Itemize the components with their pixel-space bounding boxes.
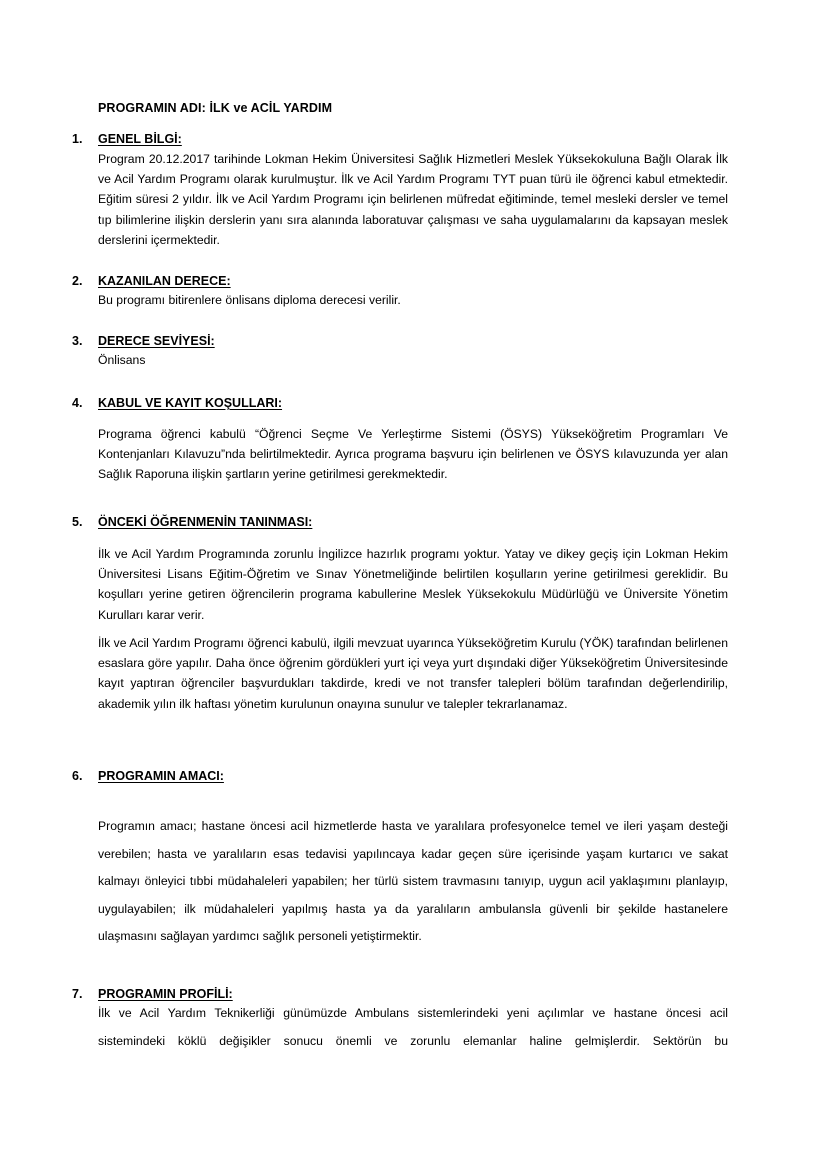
section-number: 5.: [72, 515, 83, 529]
section-paragraph: Bu programı bitirenlere önlisans diploma derecesi verilir.: [98, 293, 401, 307]
section-paragraph: İlk ve Acil Yardım Teknikerliği günümüzde Ambulans sistemlerindeki yeni açılımlar ve hastane öncesi acil sistemindeki köklü değişikler sonucu önemli ve zorunlu elemanlar haline gelmişlerdir. Sektörün bu: [98, 1006, 728, 1048]
section-heading-programin-profili: PROGRAMIN PROFİLİ:: [98, 987, 233, 1001]
section-number: 3.: [72, 334, 83, 348]
section-paragraph: İlk ve Acil Yardım Programında zorunlu İngilizce hazırlık programı yoktur. Yatay ve dikey geçiş için Lokman Hekim Üniversitesi Lisans Eğitim-Öğretim ve Sınav Yönetmeliğinde belirtilen koşulların yerine getirilmesi gereklidir. Bu koşulları yerine getiren öğrencilerin programa kabullerine Meslek Yüksekokulu Müdürlüğü ve Üniversite Yönetim Kurulları karar verir.: [98, 547, 728, 622]
section-paragraph: Program 20.12.2017 tarihinde Lokman Hekim Üniversitesi Sağlık Hizmetleri Meslek Yüksekokuluna Bağlı Olarak İlk ve Acil Yardım Programı olarak kurulmuştur. İlk ve Acil Yardım Programı TYT puan türü ile öğrenci kabul etmektedir. Eğitim süresi 2 yıldır. İlk ve Acil Yardım Programı için belirlenen müfredat eğitiminde, temel mesleki dersler ve temel tıp bilimlerine ilişkin derslerin yanı sıra alanında laboratuvar çalışması ve saha uygulamalarını da kapsayan meslek derslerini içermektedir.: [98, 152, 728, 247]
section-number: 6.: [72, 769, 83, 783]
section-heading-onceki-ogrenme: ÖNCEKİ ÖĞRENMENİN TANINMASI:: [98, 515, 313, 529]
section-heading-kazanilan-derece: KAZANILAN DERECE:: [98, 274, 231, 288]
section-number: 1.: [72, 132, 83, 146]
section-paragraph: Programa öğrenci kabulü “Öğrenci Seçme Ve Yerleştirme Sistemi (ÖSYS) Yükseköğretim Programları Ve Kontenjanları Kılavuzu”nda belirtilmektedir. Ayrıca programa başvuru için belirlenen ve ÖSYS kılavuzunda yer alan Sağlık Raporuna ilişkin şartların yerine getirilmesi gerekmektedir.: [98, 427, 728, 482]
section-paragraph: Programın amacı; hastane öncesi acil hizmetlerde hasta ve yaralılara profesyonelce temel ve ileri yaşam desteği verebilen; hasta ve yaralıların esas tedavisi yapılıncaya kadar geçen süre içerisinde yaşam kurtarıcı ve sakat kalmayı önleyici tıbbi müdahaleleri yapabilen; her türlü sistem travmasını tanıyıp, uygun acil yaklaşımını planlayıp, uygulayabilen; ilk müdahaleleri yapılmış hasta ya da yaralıların ambulansla güvenli bir şekilde hastanelere ulaşmasını sağlayan yardımcı sağlık personeli yetiştirmektir.: [98, 819, 728, 943]
program-title: PROGRAMIN ADI: İLK ve ACİL YARDIM: [98, 101, 333, 115]
section-number: 7.: [72, 987, 83, 1001]
section-heading-kabul-ve-kayit: KABUL VE KAYIT KOŞULLARI:: [98, 396, 283, 410]
section-number: 2.: [72, 274, 83, 288]
section-heading-derece-seviyesi: DERECE SEVİYESİ:: [98, 334, 215, 348]
section-paragraph: İlk ve Acil Yardım Programı öğrenci kabulü, ilgili mevzuat uyarınca Yükseköğretim Kurulu (YÖK) tarafından belirlenen esaslara göre yapılır. Daha önce öğrenim gördükleri yurt içi veya yurt dışındaki diğer Yükseköğretim Üniversitesinde kayıt yaptıran öğrenciler başvurdukları takdirde, kredi ve not transfer talepleri bölüm tarafından değerlendirilip, akademik yılın ilk haftası yönetim kurulunun onayına sunulur ve talepler tekrarlanamaz.: [98, 636, 728, 711]
section-heading-genel-bilgi: GENEL BİLGİ:: [98, 132, 182, 146]
section-paragraph: Önlisans: [98, 353, 146, 367]
section-number: 4.: [72, 396, 83, 410]
section-heading-programin-amaci: PROGRAMIN AMACI:: [98, 769, 224, 783]
